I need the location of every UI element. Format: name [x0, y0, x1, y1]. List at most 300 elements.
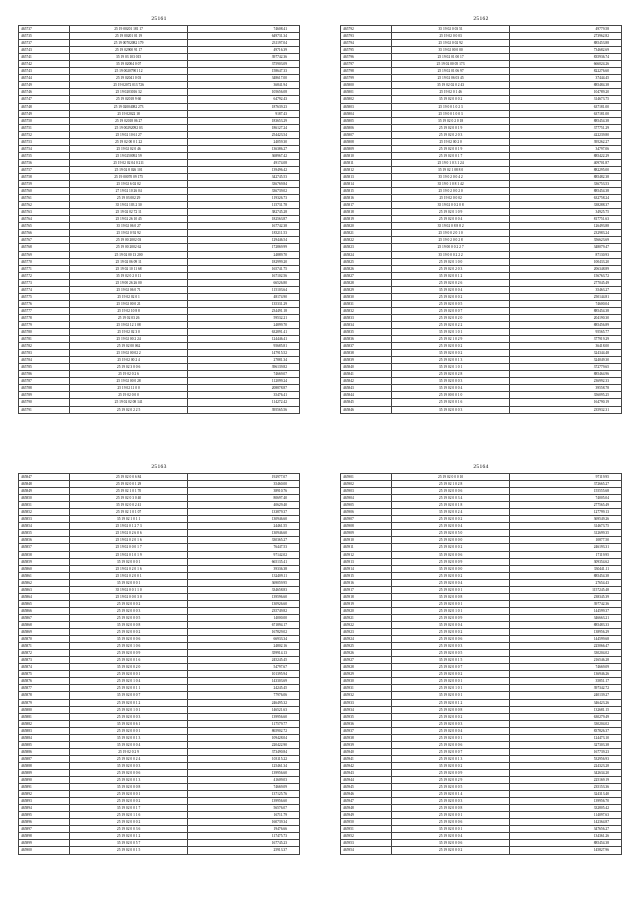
- item-code-cell: 465737: [19, 26, 70, 33]
- barcode-cell: 25 19 02 0 2 6 0 6: [70, 530, 188, 537]
- barcode-cell: 25 19 02 0 0 0 7: [392, 748, 510, 755]
- barcode-cell: 25 19 02 02 04 0 211: [70, 159, 188, 166]
- price-cell: 39558.78: [510, 385, 622, 392]
- table-row: [19, 124, 300, 131]
- item-code-cell: 465830: [341, 293, 392, 300]
- item-code-cell: 465797: [341, 61, 392, 68]
- price-table: [340, 473, 622, 855]
- price-cell: 135331.29: [188, 300, 300, 307]
- price-cell: 338288.37: [510, 202, 622, 209]
- price-table: [18, 473, 300, 855]
- price-cell: 37444.45: [510, 75, 622, 82]
- item-code-cell: 465919: [341, 600, 392, 607]
- barcode-cell: 25 19 02 0 1 0 1: [392, 685, 510, 692]
- table-row: [341, 307, 622, 314]
- price-cell: 112099.24: [188, 378, 300, 385]
- table-row: [19, 671, 300, 678]
- table-row: [341, 26, 622, 33]
- barcode-cell: 25 19 02 0 0 1 3: [392, 755, 510, 762]
- barcode-cell: 25 19 02 0 0 0 2: [392, 713, 510, 720]
- barcode-cell: 25 19 02 0 0 0 2: [70, 798, 188, 805]
- price-cell: 74600.04: [510, 300, 622, 307]
- table-row: [341, 61, 622, 68]
- price-cell: 66526.80: [188, 279, 300, 286]
- table-row: [341, 237, 622, 244]
- barcode-cell: 35 19 02 0 0 1 5: [392, 657, 510, 664]
- table-row: [19, 209, 300, 216]
- barcode-cell: 25 19 02 0 0 2 4: [70, 755, 188, 762]
- barcode-cell: 25 19 02 0 1 0 1 9: [70, 551, 188, 558]
- price-cell: 134361.26: [510, 833, 622, 840]
- price-cell: 115103.64: [188, 286, 300, 293]
- barcode-cell: 35 19 02 0 0 0 7: [70, 692, 188, 699]
- item-code-cell: 465903: [341, 488, 392, 495]
- price-cell: 885454.38: [510, 307, 622, 314]
- barcode-cell: 25 19 02 0 0 0 3: [392, 720, 510, 727]
- price-cell: 76447.53: [188, 544, 300, 551]
- item-code-cell: 465898: [19, 833, 70, 840]
- barcode-cell: 25 19 02 10 8 8: [70, 307, 188, 314]
- barcode-cell: 35 19 02 0 0 0 0: [392, 565, 510, 572]
- table-row: [341, 481, 622, 488]
- price-cell: 885464.96: [510, 371, 622, 378]
- barcode-cell: 35 19 02 0 0 0 1: [392, 826, 510, 833]
- barcode-cell: 25 19 02 00 2 0: [392, 138, 510, 145]
- price-cell: 146521.63: [188, 706, 300, 713]
- price-cell: 885484.38: [510, 82, 622, 89]
- barcode-cell: 25 19 02 1 0 1 70: [70, 488, 188, 495]
- barcode-cell: 35 19 02 0 0 0 3: [392, 406, 510, 413]
- item-code-cell: 465861: [19, 572, 70, 579]
- item-code-cell: 465764: [19, 216, 70, 223]
- price-cell: 882295.00: [510, 166, 622, 173]
- table-row: [19, 244, 300, 251]
- price-cell: 254423.54: [188, 131, 300, 138]
- item-code-cell: 465845: [341, 399, 392, 406]
- price-cell: 1157245.48: [510, 586, 622, 593]
- barcode-cell: 35 19 0 1 0 8 1 42: [392, 181, 510, 188]
- barcode-cell: 25 19 02 0 0 0 6: [392, 636, 510, 643]
- price-cell: 238345.39: [510, 593, 622, 600]
- price-cell: 240139.27: [510, 692, 622, 699]
- item-code-cell: 465780: [19, 329, 70, 336]
- table-row: [341, 124, 622, 131]
- table-row: [341, 847, 622, 854]
- price-cell: 409701.87: [510, 159, 622, 166]
- barcode-cell: 35 19 02 0 0 0 6: [392, 840, 510, 847]
- barcode-cell: 25 19 02 0 0 0 1: [392, 812, 510, 819]
- table-row: [341, 614, 622, 621]
- item-code-cell: 465805: [341, 117, 392, 124]
- price-cell: 372779.65: [510, 364, 622, 371]
- barcode-cell: 25 19 02 0 0 0 3: [70, 713, 188, 720]
- barcode-cell: 25 19 02 8 026 101: [70, 166, 188, 173]
- price-cell: 336769.84: [188, 181, 300, 188]
- barcode-cell: 25 19 0250092 59: [70, 152, 188, 159]
- item-code-cell: 465785: [19, 364, 70, 371]
- price-cell: 127799.13: [510, 509, 622, 516]
- price-cell: 377751.29: [510, 124, 622, 131]
- barcode-cell: 25 19 02 0 0 6 84: [70, 474, 188, 481]
- item-code-cell: 465864: [19, 593, 70, 600]
- table-row: [19, 258, 300, 265]
- barcode-cell: 25 19 02 0 0 0 8: [392, 805, 510, 812]
- price-cell: 356095.25: [510, 392, 622, 399]
- price-cell: 130946.60: [188, 530, 300, 537]
- item-code-cell: 465793: [341, 33, 392, 40]
- price-cell: 164790.19: [510, 399, 622, 406]
- barcode-cell: 25 19 02 0 1 0 1: [392, 607, 510, 614]
- price-cell: 74669.09: [188, 784, 300, 791]
- panel-title: 25162: [473, 16, 489, 22]
- barcode-cell: 25 19 00201 01 19: [70, 33, 188, 40]
- item-code-cell: 465877: [19, 685, 70, 692]
- table-row: [341, 600, 622, 607]
- item-code-cell: 465775: [19, 293, 70, 300]
- item-code-cell: 465835: [341, 329, 392, 336]
- item-code-cell: 465789: [19, 392, 70, 399]
- item-code-cell: 465918: [341, 593, 392, 600]
- item-code-cell: 465911: [341, 544, 392, 551]
- barcode-cell: 25 19 00 2002 62: [70, 244, 188, 251]
- barcode-cell: 35 19 02 0 0 0 6: [70, 636, 188, 643]
- price-cell: 105656.08: [188, 89, 300, 96]
- item-code-cell: 465847: [19, 474, 70, 481]
- barcode-cell: 35 19 03 103 015: [70, 54, 188, 61]
- barcode-cell: 25 19 02 0 02 92: [392, 40, 510, 47]
- table-row: [341, 544, 622, 551]
- table-row: [341, 279, 622, 286]
- table-row: [19, 784, 300, 791]
- price-cell: 330365.27: [188, 537, 300, 544]
- item-code-cell: 465808: [341, 138, 392, 145]
- price-cell: 231197.04: [188, 40, 300, 47]
- barcode-cell: 35 19 02 0 03 51: [392, 26, 510, 33]
- price-cell: 348079.47: [510, 244, 622, 251]
- price-cell: 119326.73: [188, 195, 300, 202]
- price-cell: 66933.34: [188, 636, 300, 643]
- item-code-cell: 465801: [341, 89, 392, 96]
- table-row: [19, 399, 300, 406]
- barcode-cell: 25 19 02 0 0 1 8: [392, 502, 510, 509]
- price-cell: 422239.80: [510, 131, 622, 138]
- price-cell: 124473.10: [510, 734, 622, 741]
- barcode-cell: 25 19 0 0 2 0 1 0: [392, 230, 510, 237]
- price-cell: 49174.08: [188, 159, 300, 166]
- barcode-cell: 25 19 02 0 0 0 5: [392, 300, 510, 307]
- table-row: [341, 202, 622, 209]
- price-cell: 330204.02: [510, 650, 622, 657]
- item-code-cell: 465856: [19, 537, 70, 544]
- item-code-cell: 465883: [19, 727, 70, 734]
- item-code-cell: 465876: [19, 678, 70, 685]
- item-code-cell: 465929: [341, 671, 392, 678]
- table-row: [341, 791, 622, 798]
- price-cell: 324049.30: [510, 357, 622, 364]
- price-cell: 187639.23: [188, 103, 300, 110]
- item-code-cell: 465752: [19, 131, 70, 138]
- price-cell: 885454.38: [510, 572, 622, 579]
- table-row: [341, 565, 622, 572]
- price-cell: 397742.36: [188, 54, 300, 61]
- table-row: [19, 558, 300, 565]
- item-code-cell: 465796: [341, 54, 392, 61]
- barcode-cell: 25 19 02 0 2 0 3: [392, 265, 510, 272]
- price-cell: 373490.84: [188, 748, 300, 755]
- item-code-cell: 465868: [19, 621, 70, 628]
- table-row: [19, 720, 300, 727]
- item-code-cell: 465854: [19, 523, 70, 530]
- table-row: [19, 474, 300, 481]
- item-code-cell: 465807: [341, 131, 392, 138]
- table-row: [19, 847, 300, 854]
- table-row: [341, 833, 622, 840]
- barcode-cell: 35 19 02 0 0 6 1: [70, 720, 188, 727]
- price-cell: 34925.75: [510, 209, 622, 216]
- table-row: [341, 223, 622, 230]
- item-code-cell: 465784: [19, 357, 70, 364]
- table-row: [341, 138, 622, 145]
- barcode-cell: 35 19 02 0 0 0 2: [392, 96, 510, 103]
- barcode-cell: 25 19 02 0 0 0 0: [392, 537, 510, 544]
- price-cell: 324344.48: [510, 350, 622, 357]
- item-code-cell: 465951: [341, 826, 392, 833]
- table-row: [19, 293, 300, 300]
- barcode-cell: 25 19 02 0 0 0 5: [392, 784, 510, 791]
- price-cell: 139956.60: [188, 769, 300, 776]
- barcode-cell: 25 19 02 0 0 0 4: [392, 833, 510, 840]
- barcode-cell: 25 19 0 2 0 0 2 0: [392, 188, 510, 195]
- table-row: [341, 762, 622, 769]
- barcode-cell: 35 19 02 0 0 2 0 8: [392, 202, 510, 209]
- table-row: [341, 777, 622, 784]
- table-row: [341, 621, 622, 628]
- barcode-cell: 25 19 02 1 0 2 9: [392, 336, 510, 343]
- item-code-cell: 465886: [19, 748, 70, 755]
- barcode-cell: 35 19 02 0 0 0 4: [392, 286, 510, 293]
- price-cell: 671894.17: [188, 621, 300, 628]
- table-row: [19, 769, 300, 776]
- table-row: [19, 54, 300, 61]
- price-cell: 117579.77: [188, 720, 300, 727]
- price-cell: 632891.41: [188, 329, 300, 336]
- price-cell: 245245.45: [188, 657, 300, 664]
- item-code-cell: 465814: [341, 181, 392, 188]
- price-cell: 273962.82: [510, 33, 622, 40]
- item-code-cell: 465873: [19, 657, 70, 664]
- table-row: [19, 61, 300, 68]
- barcode-cell: 25 19 02 0 2 9: [70, 748, 188, 755]
- table-row: [19, 145, 300, 152]
- table-row: [341, 152, 622, 159]
- price-cell: 19476.66: [188, 826, 300, 833]
- item-code-cell: 465930: [341, 678, 392, 685]
- item-code-cell: 465809: [341, 145, 392, 152]
- table-row: [19, 195, 300, 202]
- price-cell: 24059.30: [188, 138, 300, 145]
- barcode-cell: 25 19 02 0 0 0 2: [70, 600, 188, 607]
- item-code-cell: 465837: [341, 343, 392, 350]
- barcode-cell: 25 19 02 12 1 08: [70, 321, 188, 328]
- barcode-cell: 25 19 0 2 0 0 2 8: [392, 237, 510, 244]
- price-cell: 186127.24: [188, 124, 300, 131]
- table-row: [19, 33, 300, 40]
- item-code-cell: 465895: [19, 812, 70, 819]
- barcode-cell: 25 19 02 0 0 0 2: [392, 544, 510, 551]
- table-row: [19, 103, 300, 110]
- price-cell: 395565.56: [188, 406, 300, 413]
- item-code-cell: 465743: [19, 47, 70, 54]
- table-row: [19, 117, 300, 124]
- table-row: [19, 223, 300, 230]
- barcode-cell: 25 19 02 0 0 1 1: [70, 685, 188, 692]
- barcode-cell: 25 19 02 0 0 2 0: [392, 314, 510, 321]
- item-code-cell: 465894: [19, 805, 70, 812]
- table-row: [341, 385, 622, 392]
- item-code-cell: 465747: [19, 96, 70, 103]
- table-row: [19, 481, 300, 488]
- item-code-cell: 465804: [341, 110, 392, 117]
- barcode-cell: 35 19 02 0 0 5 7: [70, 840, 188, 847]
- item-code-cell: 465763: [19, 209, 70, 216]
- table-row: [19, 791, 300, 798]
- table-row: [19, 357, 300, 364]
- barcode-cell: 25 19 02 0 0 2 8: [392, 371, 510, 378]
- item-code-cell: 465857: [19, 544, 70, 551]
- price-cell: 14000.00: [188, 614, 300, 621]
- price-cell: 236992.33: [510, 378, 622, 385]
- barcode-cell: 35 19 02 0 0 0 4: [70, 741, 188, 748]
- price-cell: 369059.95: [188, 579, 300, 586]
- table-row: [341, 145, 622, 152]
- price-cell: 835936.74: [510, 54, 622, 61]
- price-cell: 40629.40: [188, 502, 300, 509]
- item-code-cell: 465848: [19, 481, 70, 488]
- barcode-cell: 35 19 02 00 0 00: [392, 47, 510, 54]
- price-cell: 630279.49: [510, 713, 622, 720]
- item-code-cell: 465939: [341, 741, 392, 748]
- price-cell: 39336.38: [188, 565, 300, 572]
- item-code-cell: 465767: [19, 237, 70, 244]
- barcode-cell: 25 19 02 0 0 0 4: [392, 727, 510, 734]
- item-code-cell: 465892: [19, 791, 70, 798]
- table-row: [19, 657, 300, 664]
- table-row: [341, 336, 622, 343]
- item-code-cell: 465928: [341, 664, 392, 671]
- item-code-cell: 465846: [341, 406, 392, 413]
- price-cell: 24461.55: [188, 523, 300, 530]
- item-code-cell: 465757: [19, 166, 70, 173]
- table-row: [19, 202, 300, 209]
- price-cell: 49716.39: [188, 47, 300, 54]
- table-row: [19, 741, 300, 748]
- table-row: [19, 840, 300, 847]
- barcode-cell: 25 19 02 02 08 141: [70, 399, 188, 406]
- item-code-cell: 465935: [341, 713, 392, 720]
- barcode-cell: 25 19 02 0 0 0 2: [392, 293, 510, 300]
- price-cell: 35851.17: [510, 678, 622, 685]
- price-cell: 38910.76: [188, 488, 300, 495]
- price-cell: 49779.58: [510, 26, 622, 33]
- barcode-cell: 25 19 02 6 02 02: [70, 181, 188, 188]
- price-cell: 885453.88: [510, 40, 622, 47]
- item-code-cell: 465806: [341, 124, 392, 131]
- table-row: [19, 565, 300, 572]
- barcode-cell: 25 19 02 06 09 11: [70, 258, 188, 265]
- table-row: [341, 103, 622, 110]
- table-row: [341, 657, 622, 664]
- table-row: [341, 392, 622, 399]
- price-cell: 314673.75: [510, 96, 622, 103]
- item-code-cell: 465897: [19, 826, 70, 833]
- table-row: [19, 600, 300, 607]
- table-row: [19, 734, 300, 741]
- table-row: [19, 579, 300, 586]
- item-code-cell: 465887: [19, 755, 70, 762]
- item-code-cell: 465735: [19, 33, 70, 40]
- barcode-cell: 35 19 02 1 08 8 0: [392, 166, 510, 173]
- barcode-cell: 25 19 02 00 05 173: [392, 61, 510, 68]
- table-row: [19, 544, 300, 551]
- table-row: [341, 586, 622, 593]
- barcode-cell: 35 19 02 0 0 1 7: [70, 805, 188, 812]
- table-row: [19, 572, 300, 579]
- table-row: [19, 159, 300, 166]
- item-code-cell: 465813: [341, 173, 392, 180]
- barcode-cell: 25 19 02022 18: [70, 110, 188, 117]
- table-row: [19, 371, 300, 378]
- table-row: [341, 40, 622, 47]
- barcode-cell: 25 19 02 00 0 1 22: [70, 138, 188, 145]
- table-row: [19, 516, 300, 523]
- barcode-cell: 25 19 02 0 0 1 7: [392, 152, 510, 159]
- item-code-cell: 465756: [19, 159, 70, 166]
- barcode-cell: 25 19 02 0 0 0 1: [392, 678, 510, 685]
- barcode-cell: 25 19 02 0 2 0 0 1: [70, 572, 188, 579]
- table-row: [341, 685, 622, 692]
- item-code-cell: 465860: [19, 565, 70, 572]
- price-cell: 24802.16: [188, 643, 300, 650]
- barcode-cell: 25 19 02 00 13 200: [70, 251, 188, 258]
- item-code-cell: 465944: [341, 777, 392, 784]
- table-row: [19, 406, 300, 413]
- table-row: [19, 216, 300, 223]
- barcode-cell: 35 19 02 0 0 0 8: [70, 621, 188, 628]
- price-cell: 336739.02: [188, 188, 300, 195]
- price-cell: 649731.34: [188, 33, 300, 40]
- table-row: [341, 314, 622, 321]
- table-row: [19, 350, 300, 357]
- table-row: [19, 833, 300, 840]
- price-cell: 74669.07: [188, 371, 300, 378]
- item-code-cell: 465794: [341, 40, 392, 47]
- price-cell: 125461.34: [188, 762, 300, 769]
- barcode-cell: 25 19 02 0 1 0 9: [392, 209, 510, 216]
- item-code-cell: 465812: [341, 166, 392, 173]
- price-cell: 334658.83: [188, 586, 300, 593]
- item-code-cell: 465890: [19, 777, 70, 784]
- barcode-cell: 25 19 02018 06 27: [70, 117, 188, 124]
- price-cell: 156763.72: [510, 272, 622, 279]
- barcode-cell: 25 19 00702082 179: [70, 40, 188, 47]
- item-code-cell: 465904: [341, 495, 392, 502]
- panel-title: 25164: [473, 464, 489, 470]
- item-code-cell: 465901: [341, 474, 392, 481]
- table-row: [19, 495, 300, 502]
- table-row: [341, 734, 622, 741]
- barcode-cell: 35 19 02 0 0 0 2: [392, 762, 510, 769]
- price-cell: 216546.28: [510, 657, 622, 664]
